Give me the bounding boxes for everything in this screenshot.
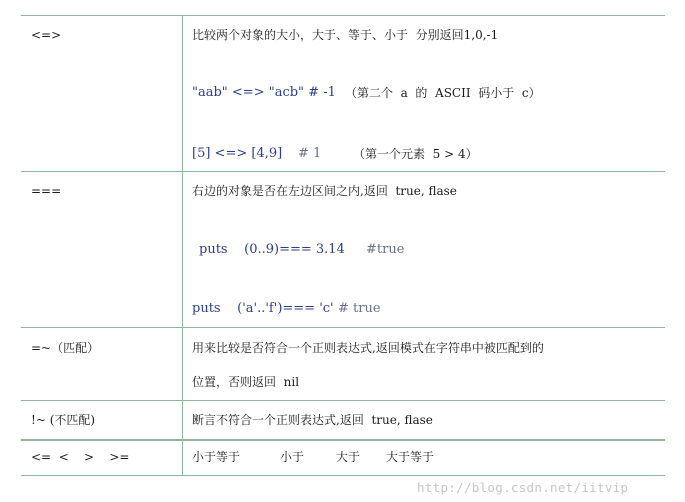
comment-text: （第一个元素 5 > 4） [353, 147, 478, 161]
table-row [21, 401, 665, 441]
code-comment: # 1 [298, 146, 322, 161]
operator-cell [21, 328, 183, 400]
operator-text: === [31, 184, 62, 198]
description-cell [183, 441, 665, 475]
operators-table [21, 15, 665, 476]
watermark: http://blog.csdn.net/iitvip [417, 480, 629, 495]
operator-text: !~ (不匹配) [31, 413, 96, 427]
comparison-label: 小于 [280, 450, 305, 464]
code-example: puts ('a'..'f')=== 'c' [192, 301, 334, 316]
operator-text: =~（匹配） [31, 341, 100, 355]
comparison-label: 小于等于 [192, 450, 241, 464]
operator-text: <=> [31, 28, 62, 42]
description-cell [183, 172, 665, 327]
code-comment: #true [366, 242, 405, 257]
operator-text: <= < > >= [31, 450, 130, 464]
code-example: [5] <=> [4,9] [192, 146, 283, 161]
table-row [21, 16, 665, 172]
code-example: "aab" <=> "acb" # -1 [192, 85, 336, 100]
comparison-label: 大于 [336, 450, 361, 464]
table-row [21, 328, 665, 401]
comment-text: （第二个 a 的 ASCII 码小于 c） [345, 86, 541, 100]
description-cell [183, 328, 665, 400]
description-line: 右边的对象是否在左边区间之内,返回 true, flase [192, 184, 457, 198]
description-cell [183, 16, 665, 171]
description-cell [183, 401, 665, 439]
description-line: 比较两个对象的大小，大于、等于、小于 分别返回1,0,-1 [192, 28, 499, 42]
code-example: puts (0..9)=== 3.14 [199, 242, 345, 257]
operator-cell [21, 16, 183, 171]
table-row [21, 172, 665, 328]
description-line: 位置，否则返回 nil [192, 375, 300, 389]
operator-cell [21, 441, 183, 475]
code-comment: # true [338, 301, 381, 316]
comparison-label: 大于等于 [386, 450, 435, 464]
table-row [21, 441, 665, 476]
description-line: 用来比较是否符合一个正则表达式,返回模式在字符串中被匹配到的 [192, 341, 544, 355]
description-line: 断言不符合一个正则表达式,返回 true, flase [192, 413, 433, 427]
operator-cell [21, 172, 183, 327]
operator-cell [21, 401, 183, 439]
